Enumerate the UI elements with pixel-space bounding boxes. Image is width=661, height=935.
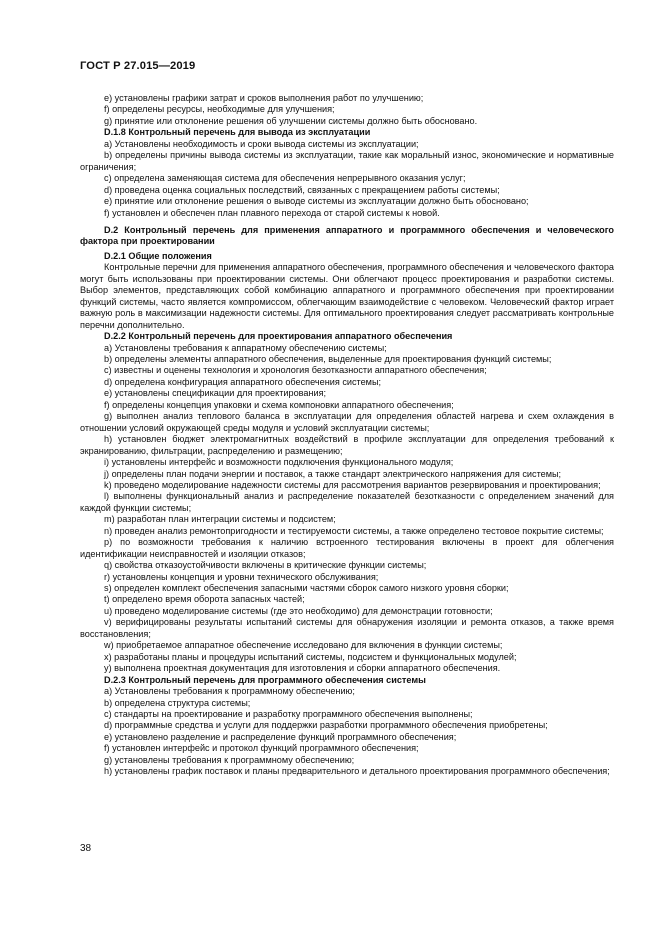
list-item: r) установлены концепция и уровни технического обслуживания; [104, 571, 379, 582]
list-item: g) выполнен анализ теплового баланса в эксплуатации для определения областей нагрева и схем охлаждения в отношении условий окружающей среды модуля и условий эксплуатации системы; [80, 411, 614, 433]
list-item: b) определены причины вывода системы из эксплуатации, такие как моральный износ, экономические и нормативные ограничения; [80, 150, 614, 172]
section-heading-d21: D.2.1 Общие положения [104, 250, 212, 261]
list-item: d) проведена оценка социальных последствий, связанных с прекращением работы системы; [104, 184, 500, 195]
list-item: f) установлен интерфейс и протокол функций программного обеспечения; [104, 743, 419, 754]
list-item: e) установлено разделение и распределение функций программного обеспечения; [104, 731, 457, 742]
paragraph-d21: Контрольные перечни для применения аппаратного обеспечения, программного обеспечения и человеческого фактора могут быть использованы при проектировании системы. Они облегчают процесс проектирования и разработки системы. Выбор элементов, представляющих собой комбинацию аппаратного и программного обеспечения при проектировании функций системы, часто является компромиссом, облегчающим взаимодействие с человеком. Человеческий фактор играет важную роль в максимизации надежности системы. Для оптимального проектирования следует рассматривать контрольные перечни дополнительно. [80, 262, 614, 330]
list-item: h) установлены график поставок и планы предварительного и детального проектирования программного обеспечения; [104, 766, 610, 777]
list-item: b) определены элементы аппаратного обеспечения, выделенные для проектирования функций системы; [104, 353, 552, 364]
list-item: c) определена заменяющая система для обеспечения непрерывного оказания услуг; [104, 173, 466, 184]
list-item: j) определены план подачи энергии и поставок, а также стандарт электрического напряжения для системы; [104, 468, 562, 479]
list-item: e) принятие или отклонение решения о выводе системы из эксплуатации должно быть обосновано; [104, 196, 529, 207]
list-item: t) определено время оборота запасных частей; [104, 594, 305, 605]
list-item: d) определена конфигурация аппаратного обеспечения системы; [104, 376, 382, 387]
list-item: f) установлен и обеспечен план плавного перехода от старой системы к новой. [104, 207, 440, 218]
section-heading-d23: D.2.3 Контрольный перечень для программного обеспечения системы [104, 674, 426, 685]
list-item: k) проведено моделирование надежности системы для рассмотрения вариантов резервирования и проектирования; [104, 479, 601, 490]
list-item: a) Установлены требования к аппаратному обеспечению системы; [104, 342, 387, 353]
list-item: p) по возможности требования к наличию встроенного тестирования включены в проект для облегчения идентификации неисправностей и изоляции отказов; [80, 537, 614, 559]
list-item: x) разработаны планы и процедуры испытаний системы, подсистем и функциональных модулей; [104, 651, 517, 662]
section-heading-d22: D.2.2 Контрольный перечень для проектирования аппаратного обеспечения [104, 331, 453, 342]
list-item: w) приобретаемое аппаратное обеспечение исследовано для включения в функции системы; [104, 640, 503, 651]
standard-header: ГОСТ Р 27.015—2019 [80, 60, 196, 72]
list-item: b) определена структура системы; [104, 697, 251, 708]
page-number: 38 [80, 843, 92, 854]
list-item: l) выполнены функциональный анализ и распределение показателей безотказности с определением значений для каждой функции системы; [80, 491, 614, 513]
list-item: f) определены ресурсы, необходимые для улучшения; [104, 104, 335, 115]
section-heading-d2: D.2 Контрольный перечень для применения аппаратного и программного обеспечения и человеческого фактора при проектировании [80, 224, 614, 247]
list-item: q) свойства отказоустойчивости включены в критические функции системы; [104, 560, 427, 571]
list-item: e) установлены спецификации для проектирования; [104, 388, 327, 399]
list-item: v) верифицированы результаты испытаний системы для обнаружения изоляции и ремонта отказов, а также время восстановления; [80, 617, 614, 639]
list-item: u) проведено моделирование системы (где это необходимо) для демонстрации готовности; [104, 605, 493, 616]
list-item: i) установлены интерфейс и возможности подключения функционального модуля; [104, 457, 454, 468]
list-item: h) установлен бюджет электромагнитных воздействий в профиле эксплуатации для определения требований к экранированию, фильтрации, распределению и размещению; [80, 434, 614, 456]
list-item: m) разработан план интеграции системы и подсистем; [104, 514, 336, 525]
list-item: s) определен комплект обеспечения запасными частями сборок самого низкого уровня сборки; [104, 583, 509, 594]
list-item: n) проведен анализ ремонтопригодности и тестируемости системы, а также определено тестовое покрытие системы; [104, 525, 604, 536]
list-item: f) определены концепция упаковки и схема компоновки аппаратного обеспечения; [104, 399, 454, 410]
list-item: c) стандарты на проектирование и разработку программного обеспечения выполнены; [104, 709, 473, 720]
document-body [80, 93, 614, 778]
list-item: d) программные средства и услуги для поддержки разработки программного обеспечения приобретены; [104, 720, 548, 731]
list-item: c) известны и оценены технология и хронология безотказности аппаратного обеспечения; [104, 365, 487, 376]
list-item: e) установлены графики затрат и сроков выполнения работ по улучшению; [104, 93, 424, 103]
list-item: a) Установлены требования к программному обеспечению; [104, 686, 355, 697]
list-item: a) Установлены необходимость и сроки вывода системы из эксплуатации; [104, 138, 419, 149]
section-heading-d18: D.1.8 Контрольный перечень для вывода из эксплуатации [104, 127, 371, 138]
list-item: y) выполнена проектная документация для изготовления и сборки аппаратного обеспечения. [104, 663, 501, 674]
list-item: g) установлены требования к программному обеспечению; [104, 754, 355, 765]
list-item: g) принятие или отклонение решения об улучшении системы должно быть обосновано. [104, 115, 478, 126]
